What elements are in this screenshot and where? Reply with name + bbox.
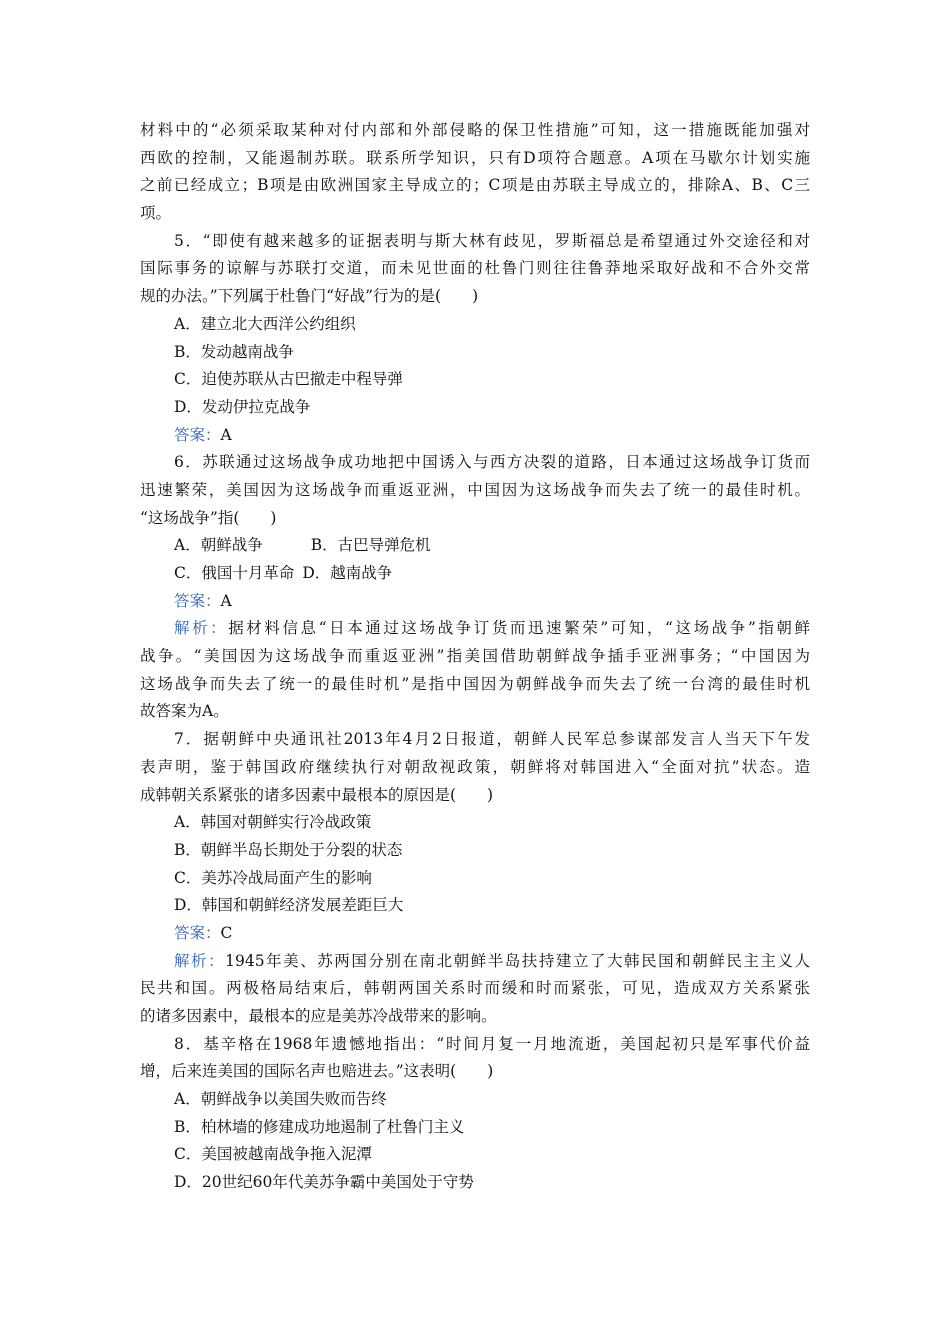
option-b: B．古巴导弹危机 <box>310 536 431 555</box>
option-c: C．美国被越南战争拖入泥潭 <box>174 1145 372 1164</box>
question-stem: 增，后来连美国的国际名声也赔进去。”这表明( ) <box>140 1062 494 1081</box>
question-7 <box>140 726 810 1031</box>
option-d: D．发动伊拉克战争 <box>174 397 311 416</box>
explanation-line: 这场战争而失去了统一的最佳时机”是指中国因为朝鲜战争而失去了统一台湾的最佳时机 <box>140 674 810 693</box>
answer-line <box>140 422 810 450</box>
explanation-line <box>140 948 810 976</box>
question-stem: 表声明，鉴于韩国政府继续执行对朝敌视政策，朝鲜将对韩国进入“全面对抗”状态。造 <box>140 757 810 776</box>
answer-line <box>140 588 810 616</box>
explanation-line: 民共和国。两极格局结束后，韩朝两国关系时而缓和时而紧张，可见，造成双方关系紧张 <box>140 979 810 998</box>
explanation-line <box>140 615 810 643</box>
option-a: A．朝鲜战争以美国失败而告终 <box>174 1090 387 1109</box>
option-b: B．柏林墙的修建成功地遏制了杜鲁门主义 <box>174 1117 465 1136</box>
option-c: C．美苏冷战局面产生的影响 <box>174 868 372 887</box>
explanation-line: 战争。“美国因为这场战争而重返亚洲”指美国借助朝鲜战争插手亚洲事务；“中国因为 <box>140 647 810 666</box>
option-a: A．建立北大西洋公约组织 <box>174 314 356 333</box>
option-c: C．俄国十月革命 <box>174 564 295 582</box>
option-a: A．朝鲜战争 <box>174 536 263 555</box>
analysis-label: 解析： <box>174 619 229 638</box>
question-stem: 8．基辛格在1968年遗憾地指出：“时间月复一月地流逝，美国起初只是军事代价益 <box>174 1034 810 1053</box>
question-stem: 规的办法。”下列属于杜鲁门“好战”行为的是( ) <box>140 287 479 306</box>
question-6 <box>140 449 810 726</box>
option-d: D．越南战争 <box>302 564 393 582</box>
option-row <box>140 532 810 560</box>
analysis-label: 解析： <box>174 951 226 970</box>
text-line: 之前已经成立；B项是由欧洲国家主导成立的；C项是由苏联主导成立的，排除A、B、C三 <box>140 176 810 195</box>
answer-label: 答案： <box>174 591 221 610</box>
answer-line <box>140 920 810 948</box>
explanation-text: 1945年美、苏两国分别在南北朝鲜半岛扶持建立了大韩民国和朝鲜民主主义人 <box>225 951 810 970</box>
option-a: A．韩国对朝鲜实行冷战政策 <box>174 813 372 832</box>
option-b: B．发动越南战争 <box>174 342 294 361</box>
answer-value: C <box>220 923 233 942</box>
question-5 <box>140 228 810 450</box>
question-stem: 6．苏联通过这场战争成功地把中国诱入与西方决裂的道路，日本通过这场战争订货而 <box>174 453 810 472</box>
question-stem: 国际事务的谅解与苏联打交道，而未见世面的杜鲁门则往往鲁莽地采取好战和不合外交常 <box>140 259 810 278</box>
option-d: D．20世纪60年代美苏争霸中美国处于守势 <box>174 1173 474 1192</box>
explanation-line: 的诸多因素中，最根本的应是美苏冷战带来的影响。 <box>140 1007 497 1025</box>
question-stem: “这场战争”指( ) <box>140 508 277 527</box>
question-8 <box>140 1031 810 1197</box>
question-stem: 7．据朝鲜中央通讯社2013年4月2日报道，朝鲜人民军总参谋部发言人当天下午发 <box>174 730 810 749</box>
text-line: 西欧的控制，又能遏制苏联。联系所学知识，只有D项符合题意。A项在马歇尔计划实施 <box>140 148 810 167</box>
answer-label: 答案： <box>174 923 221 942</box>
answer-value: A <box>220 425 232 444</box>
option-row <box>140 560 810 588</box>
question-stem: 迅速繁荣，美国因为这场战争而重返亚洲，中国因为这场战争而失去了统一的最佳时机。 <box>140 480 810 499</box>
explanation-text: 据材料信息“日本通过这场战争订货而迅速繁荣”可知，“这场战争”指朝鲜 <box>228 619 810 638</box>
question-stem: 5．“即使有越来越多的证据表明与斯大林有歧见，罗斯福总是希望通过外交途径和对 <box>174 231 810 250</box>
text-line: 项。 <box>140 204 172 223</box>
document-body <box>140 117 810 1197</box>
answer-label: 答案： <box>174 425 221 444</box>
explanation-line: 故答案为A。 <box>140 702 229 721</box>
option-d: D．韩国和朝鲜经济发展差距巨大 <box>174 896 404 915</box>
question-stem: 成韩朝关系紧张的诸多因素中最根本的原因是( ) <box>140 785 494 804</box>
answer-value: A <box>220 591 232 610</box>
option-b: B．朝鲜半岛长期处于分裂的状态 <box>174 840 403 859</box>
prev-explanation <box>140 117 810 228</box>
text-line: 材料中的“必须采取某种对付内部和外部侵略的保卫性措施”可知，这一措施既能加强对 <box>140 121 810 139</box>
option-c: C．迫使苏联从古巴撤走中程导弹 <box>174 370 403 389</box>
